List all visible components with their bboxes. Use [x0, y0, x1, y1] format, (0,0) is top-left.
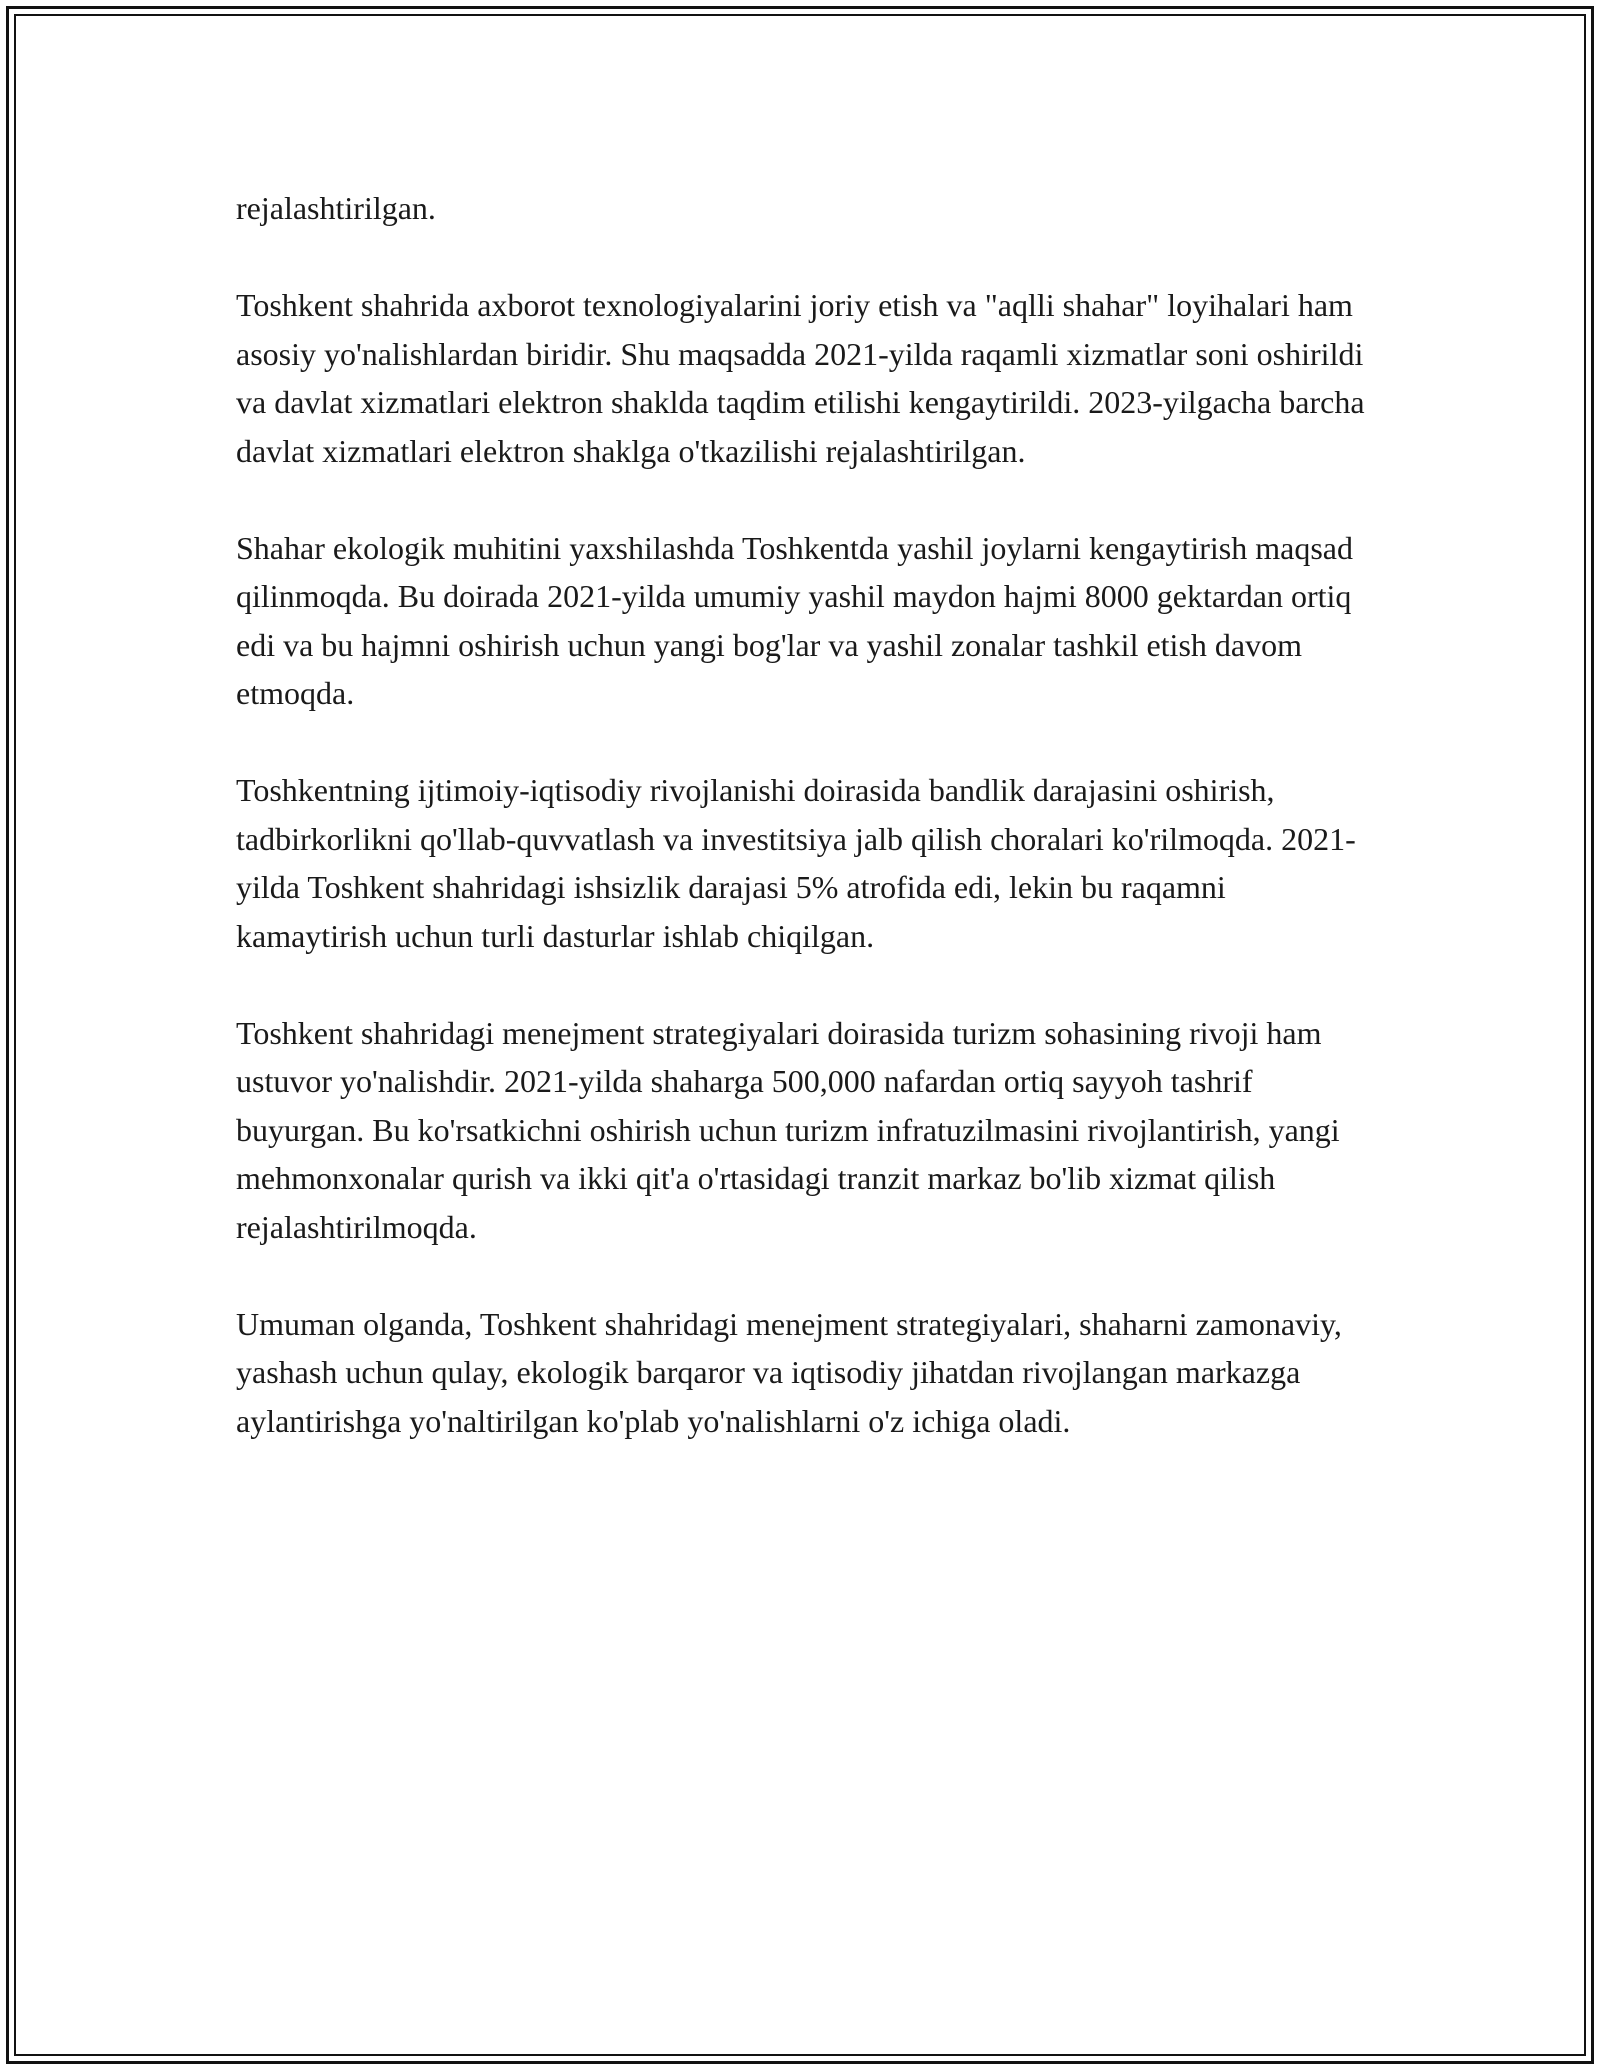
paragraph-socioeconomic: Toshkentning ijtimoiy-iqtisodiy rivojlanishi doirasida bandlik darajasini oshirish, tadbirkorlikni qo'llab-quvvatlash va investitsiya jalb qilish choralari ko'rilmoqda. 2021-yilda Toshkent shahridagi ishsizlik darajasi 5% atrofida edi, lekin bu raqamni kamaytirish uchun turli dasturlar ishlab chiqilgan. — [236, 772, 1356, 954]
document-body — [236, 184, 1376, 1445]
paragraph-continuation: rejalashtirilgan. — [236, 190, 436, 226]
paragraph-smart-city: Toshkent shahrida axborot texnologiyalarini joriy etish va "aqlli shahar" loyihalari ham asosiy yo'nalishlardan biridir. Shu maqsadda 2021-yilda raqamli xizmatlar soni oshirildi va davlat xizmatlari elektron shaklda taqdim etilishi kengaytirildi. 2023-yilgacha barcha davlat xizmatlari elektron shaklga o'tkazilishi rejalashtirilgan. — [236, 287, 1365, 469]
paragraph-conclusion: Umuman olganda, Toshkent shahridagi menejment strategiyalari, shaharni zamonaviy, yashash uchun qulay, ekologik barqaror va iqtisodiy jihatdan rivojlangan markazga aylantirishga yo'naltirilgan ko'plab yo'nalishlarni o'z ichiga oladi. — [236, 1305, 1342, 1439]
paragraph-ecology: Shahar ekologik muhitini yaxshilashda Toshkentda yashil joylarni kengaytirish maqsad qilinmoqda. Bu doirada 2021-yilda umumiy yashil maydon hajmi 8000 gektardan ortiq edi va bu hajmni oshirish uchun yangi bog'lar va yashil zonalar tashkil etish davom etmoqda. — [236, 529, 1353, 711]
paragraph-tourism: Toshkent shahridagi menejment strategiyalari doirasida turizm sohasining rivoji ham ustuvor yo'nalishdir. 2021-yilda shaharga 500,000 nafardan ortiq sayyoh tashrif buyurgan. Bu ko'rsatkichni oshirish uchun turizm infratuzilmasini rivojlantirish, yangi mehmonxonalar qurish va ikki qit'a o'rtasidagi tranzit markaz bo'lib xizmat qilish rejalashtirilmoqda. — [236, 1014, 1340, 1245]
